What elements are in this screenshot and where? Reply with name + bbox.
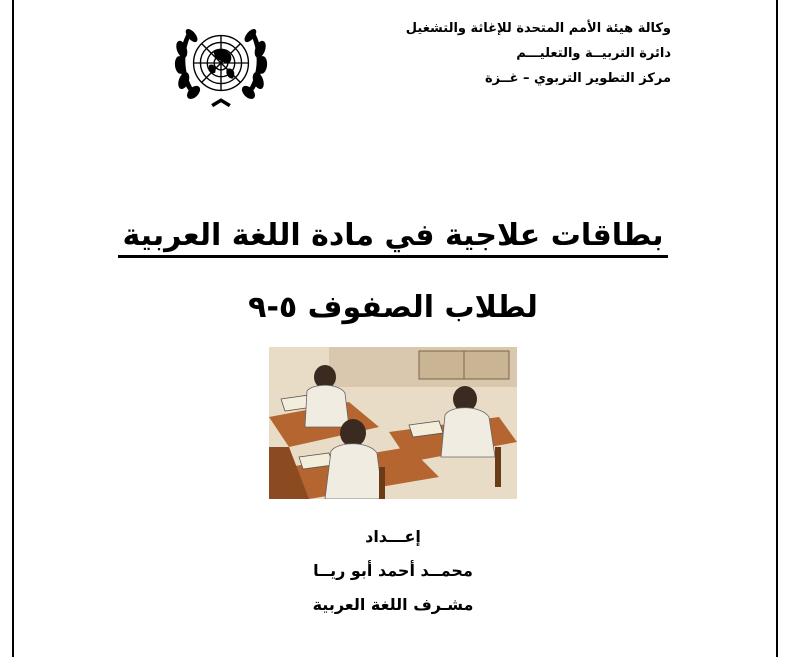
document-title — [0, 218, 786, 258]
un-emblem-icon — [172, 14, 270, 112]
department-line: دائرة التربيــة والتعليـــم — [516, 46, 671, 61]
document-title-text: بطاقات علاجية في مادة اللغة العربية — [118, 218, 667, 258]
author-role: مشـرف اللغة العربية — [312, 595, 474, 614]
organization-header — [406, 16, 671, 91]
students-reading-illustration — [269, 347, 517, 499]
credits-block — [0, 520, 786, 622]
document-subtitle: لطلاب الصفوف ٥-٩ — [248, 290, 538, 325]
center-line: مركز التطوير التربوي – غــزة — [484, 71, 671, 86]
org-name-line: وكالة هيئة الأمم المتحدة للإغاثة والتشغيل — [405, 21, 671, 36]
author-name: محمــد أحمد أبو ريــا — [313, 561, 473, 580]
prepared-by-label: إعـــداد — [365, 527, 421, 546]
